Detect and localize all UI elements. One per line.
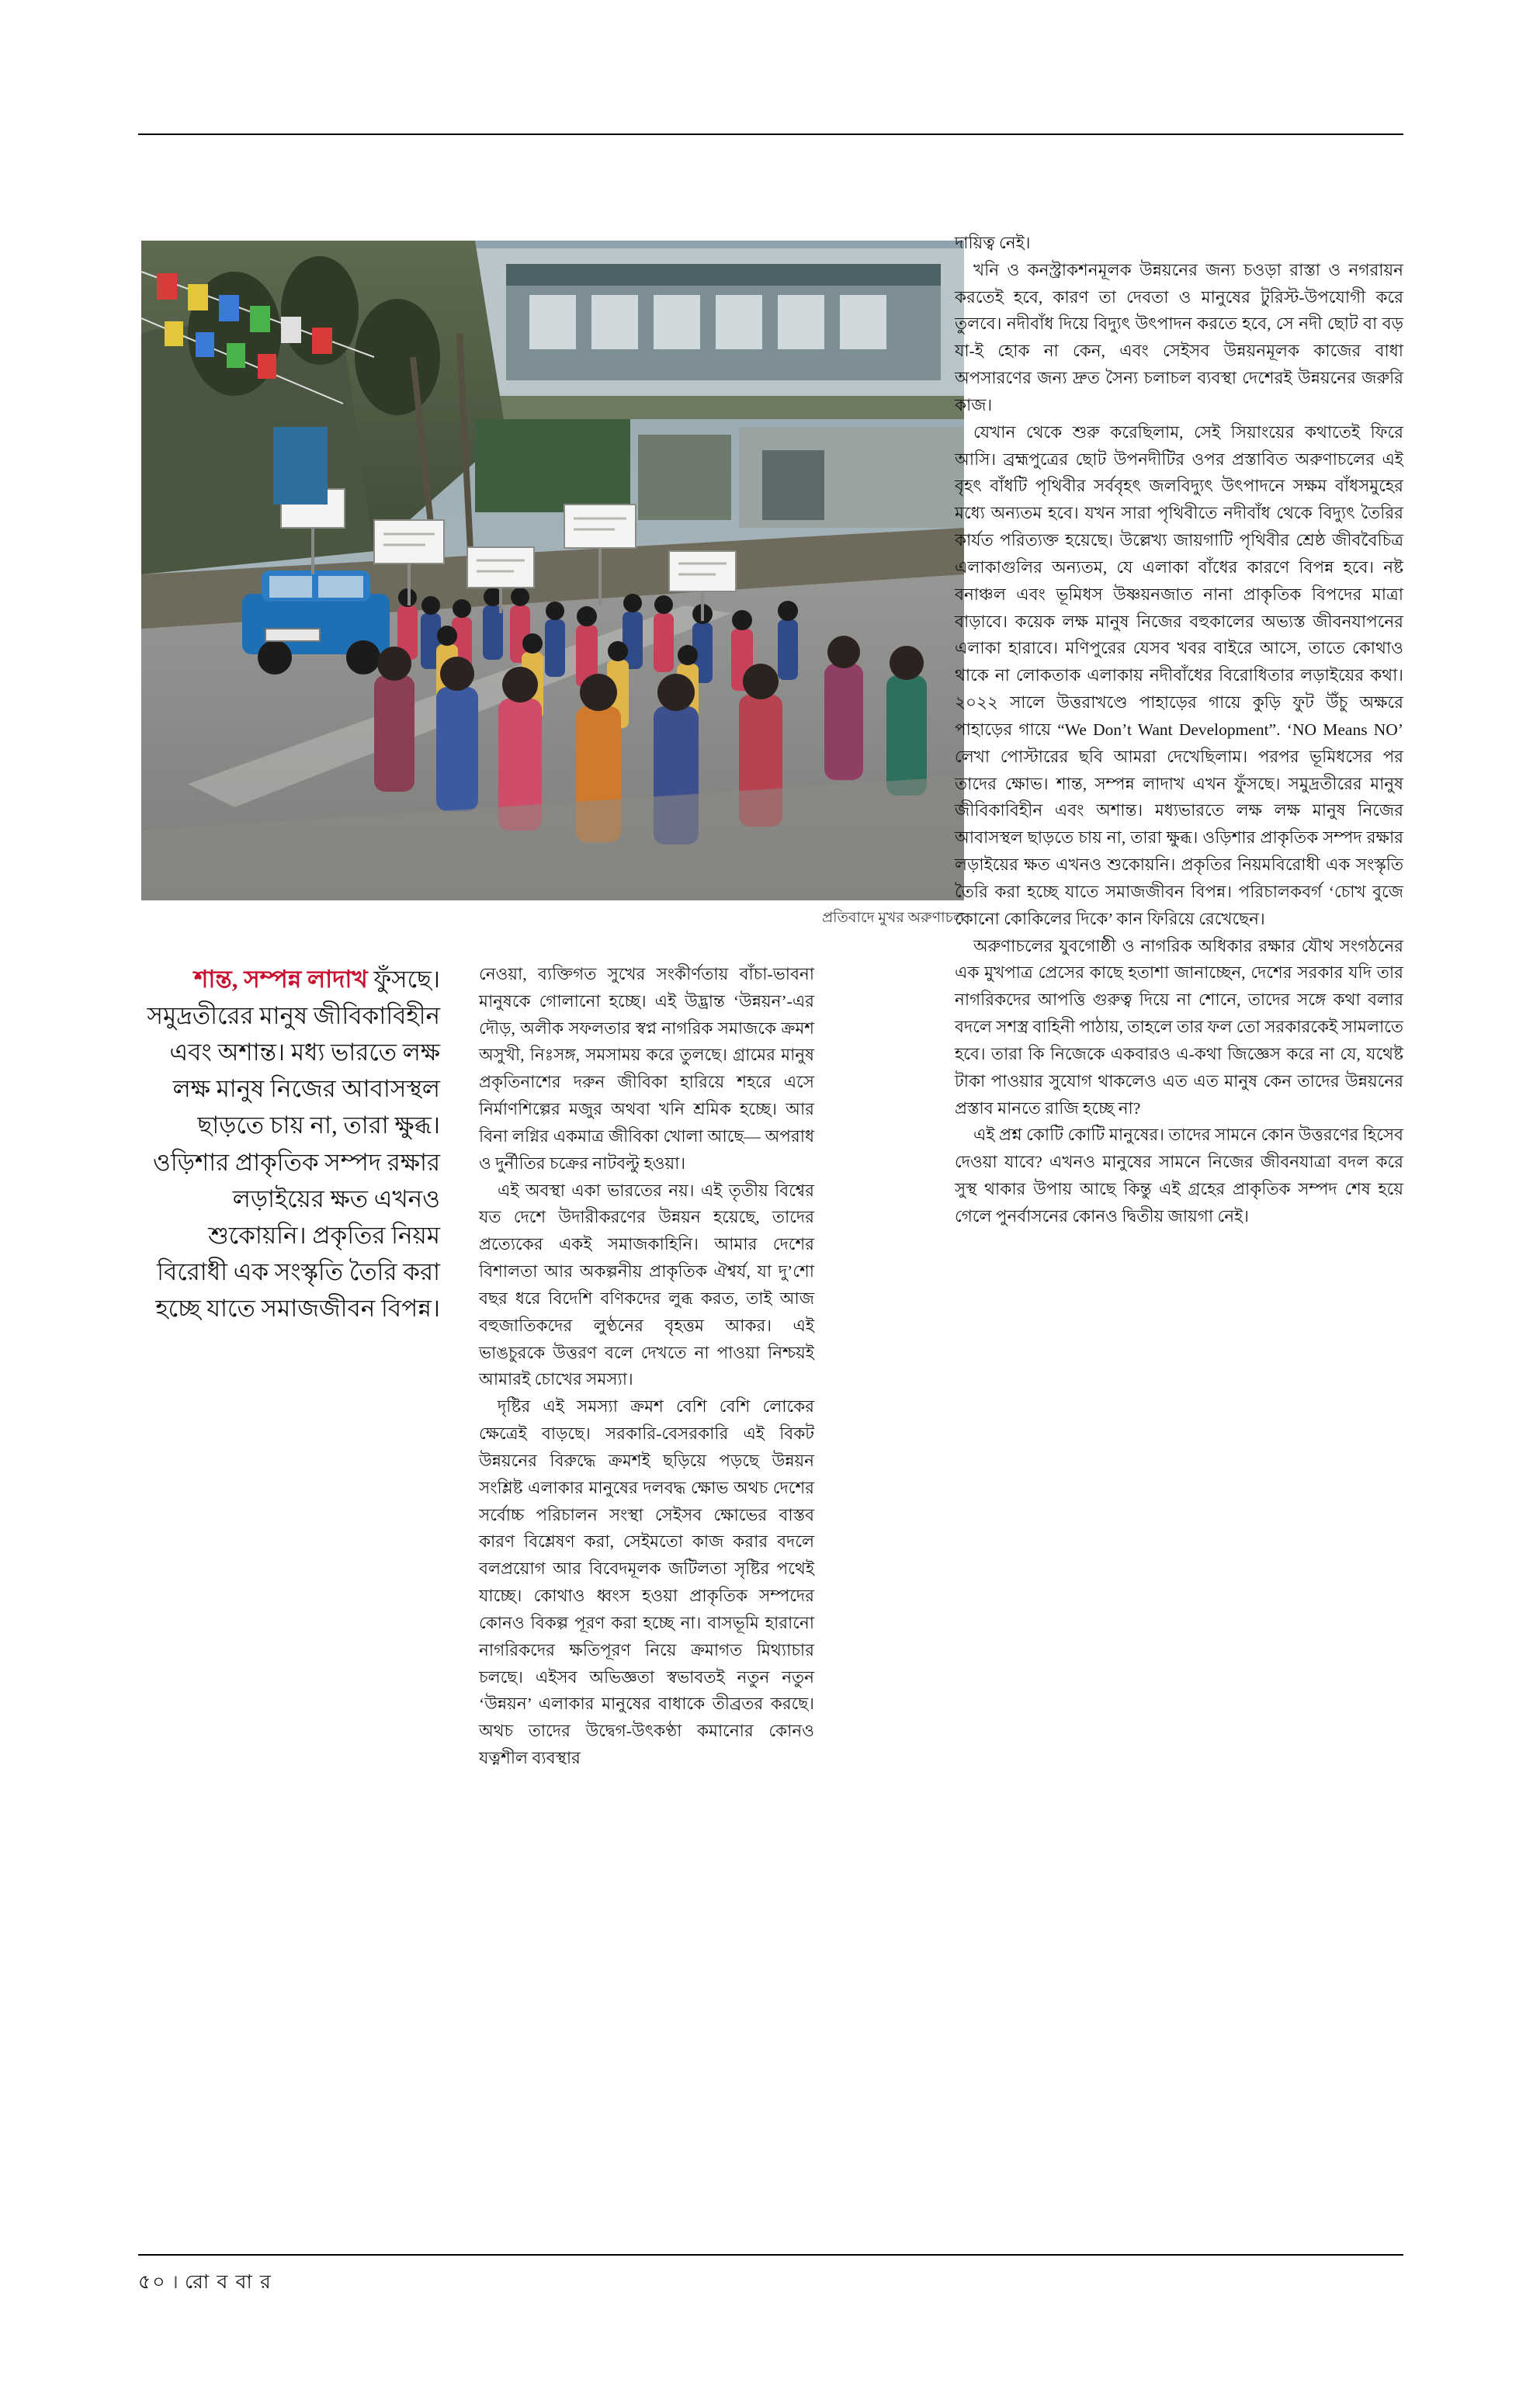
paragraph: খনি ও কনস্ট্রাকশনমূলক উন্নয়নের জন্য চওড়া রাস্তা ও নগরায়ন করতেই হবে, কারণ তা দেবতা ও মানুষের টুরিস্ট-উপযোগী করে তুলবে। নদীবাঁধ দিয়ে বিদ্যুৎ উৎপাদন করতে হবে, সে নদী ছোট বা বড় যা-ই হোক না কেন, এবং সেইসব উন্নয়নমূলক কাজের বাধা অপসারণের জন্য দ্রুত সৈন্য চলাচল ব্যবস্থা দেশেরই উন্নয়নের জরুরি কাজ। xyxy=(955,260,1403,414)
folio-magazine-name: রো ব বা র xyxy=(184,2272,272,2293)
page-folio xyxy=(138,2266,272,2300)
photo-caption: প্রতিবাদে মুখর অরুণাচল xyxy=(822,910,964,926)
pull-quote xyxy=(141,961,440,1327)
pull-quote-lead: শান্ত, সম্পন্ন লাদাখ xyxy=(194,966,368,993)
protest-march-photo xyxy=(141,241,964,900)
paragraph: যেখান থেকে শুরু করেছিলাম, সেই সিয়াংয়ের কথাতেই ফিরে আসি। ব্রহ্মপুত্রের ছোট উপনদীটির ওপর প্রস্তাবিত অরুণাচলের এই বৃহৎ বাঁধটি পৃথিবীর সর্ববৃহৎ জলবিদ্যুৎ উৎপাদনে সক্ষম বাঁধসমুহের মধ্যে অন্যতম হবে। যখন সারা পৃথিবীতে নদীবাঁধ থেকে বিদ্যুৎ তৈরির কার্যত পরিত্যক্ত হয়েছে। উল্লেখ্য জায়গাটি পৃথিবীর শ্রেষ্ঠ জীববৈচিত্র এলাকাগুলির অন্যতম, যে এলাকা বাঁধের কারণে বিপন্ন হবে। নষ্ট বনাঞ্চল এবং ভূমিধস উষ্ণয়নজাত নানা প্রাকৃতিক বিপদের মাত্রা বাড়াবে। কয়েক লক্ষ মানুষ নিজের বহুকালের অভ্যস্ত জীবনযাপনের এলাকা হারাবে। মণিপুরের যেসব খবর বাইরে আসে, তাতে কোথাও থাকে না লোকতাক এলাকায় নদীবাঁধের বিরোধিতার লড়াইয়ের কথা। ২০২২ সালে উত্তরাখণ্ডে পাহাড়ের গায়ে কুড়ি ফুট উঁচু অক্ষরে পাহাড়ের গায়ে “We Don’t Want Development”. ‘NO Means NO’ লেখা পোস্টারের ছবি আমরা দেখেছিলাম। পরপর ভূমিধসের পর তাদের ক্ষোভ। শান্ত, সম্পন্ন লাদাখ এখন ফুঁসছে। সমুদ্রতীরের মানুষ জীবিকাবিহীন এবং অশান্ত। মধ্যভারতে লক্ষ লক্ষ মানুষ নিজের আবাসস্থল ছাড়তে চায় না, তারা ক্ষুব্ধ। ওড়িশার প্রাকৃতিক সম্পদ রক্ষার লড়াইয়ের ক্ষত এখনও শুকোয়নি। প্রকৃতির নিয়মবিরোধী এক সংস্কৃতি তৈরি করা হচ্ছে যাতে সমাজজীবন বিপন্ন। পরিচালকবর্গ ‘চোখ বুজে কোনো কোকিলের দিকে’ কান ফিরিয়ে রেখেছেন। xyxy=(955,422,1403,928)
body-column-right xyxy=(955,230,1403,1230)
paragraph: নেওয়া, ব্যক্তিগত সুখের সংকীর্ণতায় বাঁচা-ভাবনা মানুষকে গোলানো হচ্ছে। এই উদ্ভ্রান্ত ‘উন্নয়ন’-এর দৌড়, অলীক সফলতার স্বপ্ন নাগরিক সমাজকে ক্রমশ অসুখী, নিঃসঙ্গ, সমসাময় করে তুলছে। গ্রামের মানুষ প্রকৃতিনাশের দরুন জীবিকা হারিয়ে শহরে এসে নির্মাণশিল্পের মজুর অথবা খনি শ্রমিক হচ্ছে। আর বিনা লগ্নির একমাত্র জীবিকা খোলা আছে— অপরাধ ও দুর্নীতির চক্রের নাটবল্টু হওয়া। xyxy=(479,965,814,1173)
photo-image xyxy=(141,241,964,900)
paragraph: দায়িত্ব নেই। xyxy=(955,234,1031,252)
folio-separator: । xyxy=(171,2272,180,2293)
paragraph: অরুণাচলের যুবগোষ্ঠী ও নাগরিক অধিকার রক্ষার যৌথ সংগঠনের এক মুখপাত্র প্রেসের কাছে হতাশা জানাচ্ছেন, দেশের সরকার যদি তার নাগরিকদের আপত্তি গুরুত্ব দিয়ে না শোনে, তাদের সঙ্গে কথা বলার বদলে সশস্ত্র বাহিনী পাঠায়, তাহলে তার ফল তো সরকারকেই সামলাতে হবে। তারা কি নিজেকে একবারও এ-কথা জিজ্ঞেস করে না যে, যথেষ্ট টাকা পাওয়ার সুযোগ থাকলেও এত এত মানুষ কেন তাদের উন্নয়নের প্রস্তাব মানতে রাজি হচ্ছে না? xyxy=(955,936,1403,1118)
paragraph: এই প্রশ্ন কোটি কোটি মানুষের। তাদের সামনে কোন উত্তরণের হিসেব দেওয়া যাবে? এখনও মানুষের সামনে নিজের জীবনযাত্রা বদল করে সুস্থ থাকার উপায় আছে কিন্তু এই গ্রহের প্রাকৃতিক সম্পদ শেষ হয়ে গেলে পুনর্বাসনের কোনও দ্বিতীয় জায়গা নেই। xyxy=(955,1125,1403,1226)
paragraph: দৃষ্টির এই সমস্যা ক্রমশ বেশি বেশি লোকের ক্ষেত্রেই বাড়ছে। সরকারি-বেসরকারি এই বিকট উন্নয়নের বিরুদ্ধে ক্রমশই ছড়িয়ে পড়ছে উন্নয়ন সংশ্লিষ্ট এলাকার মানুষের দলবদ্ধ ক্ষোভ অথচ দেশের সর্বোচ্চ পরিচালন সংস্থা সেইসব ক্ষোভের বাস্তব কারণ বিশ্লেষণ করা, সেইমতো কাজ করার বদলে বলপ্রয়োগ আর বিবেদমূলক জটিলতা সৃষ্টির পথেই যাচ্ছে। কোথাও ধ্বংস হওয়া প্রাকৃতিক সম্পদের কোনও বিকল্প পূরণ করা হচ্ছে না। বাসভূমি হারানো নাগরিকদের ক্ষতিপূরণ নিয়ে ক্রমাগত মিথ্যাচার চলছে। এইসব অভিজ্ঞতা স্বভাবতই নতুন নতুন ‘উন্নয়ন’ এলাকার মানুষের বাধাকে তীব্রতর করছে। অথচ তাদের উদ্বেগ-উৎকণ্ঠা কমানোর কোনও যত্নশীল ব্যবস্থার xyxy=(479,1397,814,1768)
body-column-middle xyxy=(479,961,814,1772)
bottom-divider xyxy=(138,2254,1403,2256)
top-divider xyxy=(138,134,1403,135)
folio-page-number: ৫০ xyxy=(138,2272,167,2293)
pull-quote-rest: ফুঁসছে। সমুদ্রতীরের মানুষ জীবিকাবিহীন এবং অশান্ত। মধ্য ভারতে লক্ষ লক্ষ মানুষ নিজের আবাসস্থল ছাড়তে চায় না, তারা ক্ষুব্ধ। ওড়িশার প্রাকৃতিক সম্পদ রক্ষার লড়াইয়ের ক্ষত এখনও শুকোয়নি। প্রকৃতির নিয়ম বিরোধী এক সংস্কৃতি তৈরি করা হচ্ছে যাতে সমাজজীবন বিপন্ন। xyxy=(147,966,440,1322)
paragraph: এই অবস্থা একা ভারতের নয়। এই তৃতীয় বিশ্বের যত দেশে উদারীকরণের উন্নয়ন হয়েছে, তাদের প্রত্যেকের একই সমাজকাহিনি। আমার দেশের বিশালতা আর অকল্পনীয় প্রাকৃতিক ঐশ্বর্য, যা দু’শো বছর ধরে বিদেশি বণিকদের লুব্ধ করত, তাই আজ বহুজাতিকদের লুণ্ঠনের বৃহত্তম আকর। এই ভাঙচুরকে উত্তরণ বলে দেখতে না পাওয়া নিশ্চয়ই আমারই চোখের সমস্যা। xyxy=(479,1181,814,1389)
